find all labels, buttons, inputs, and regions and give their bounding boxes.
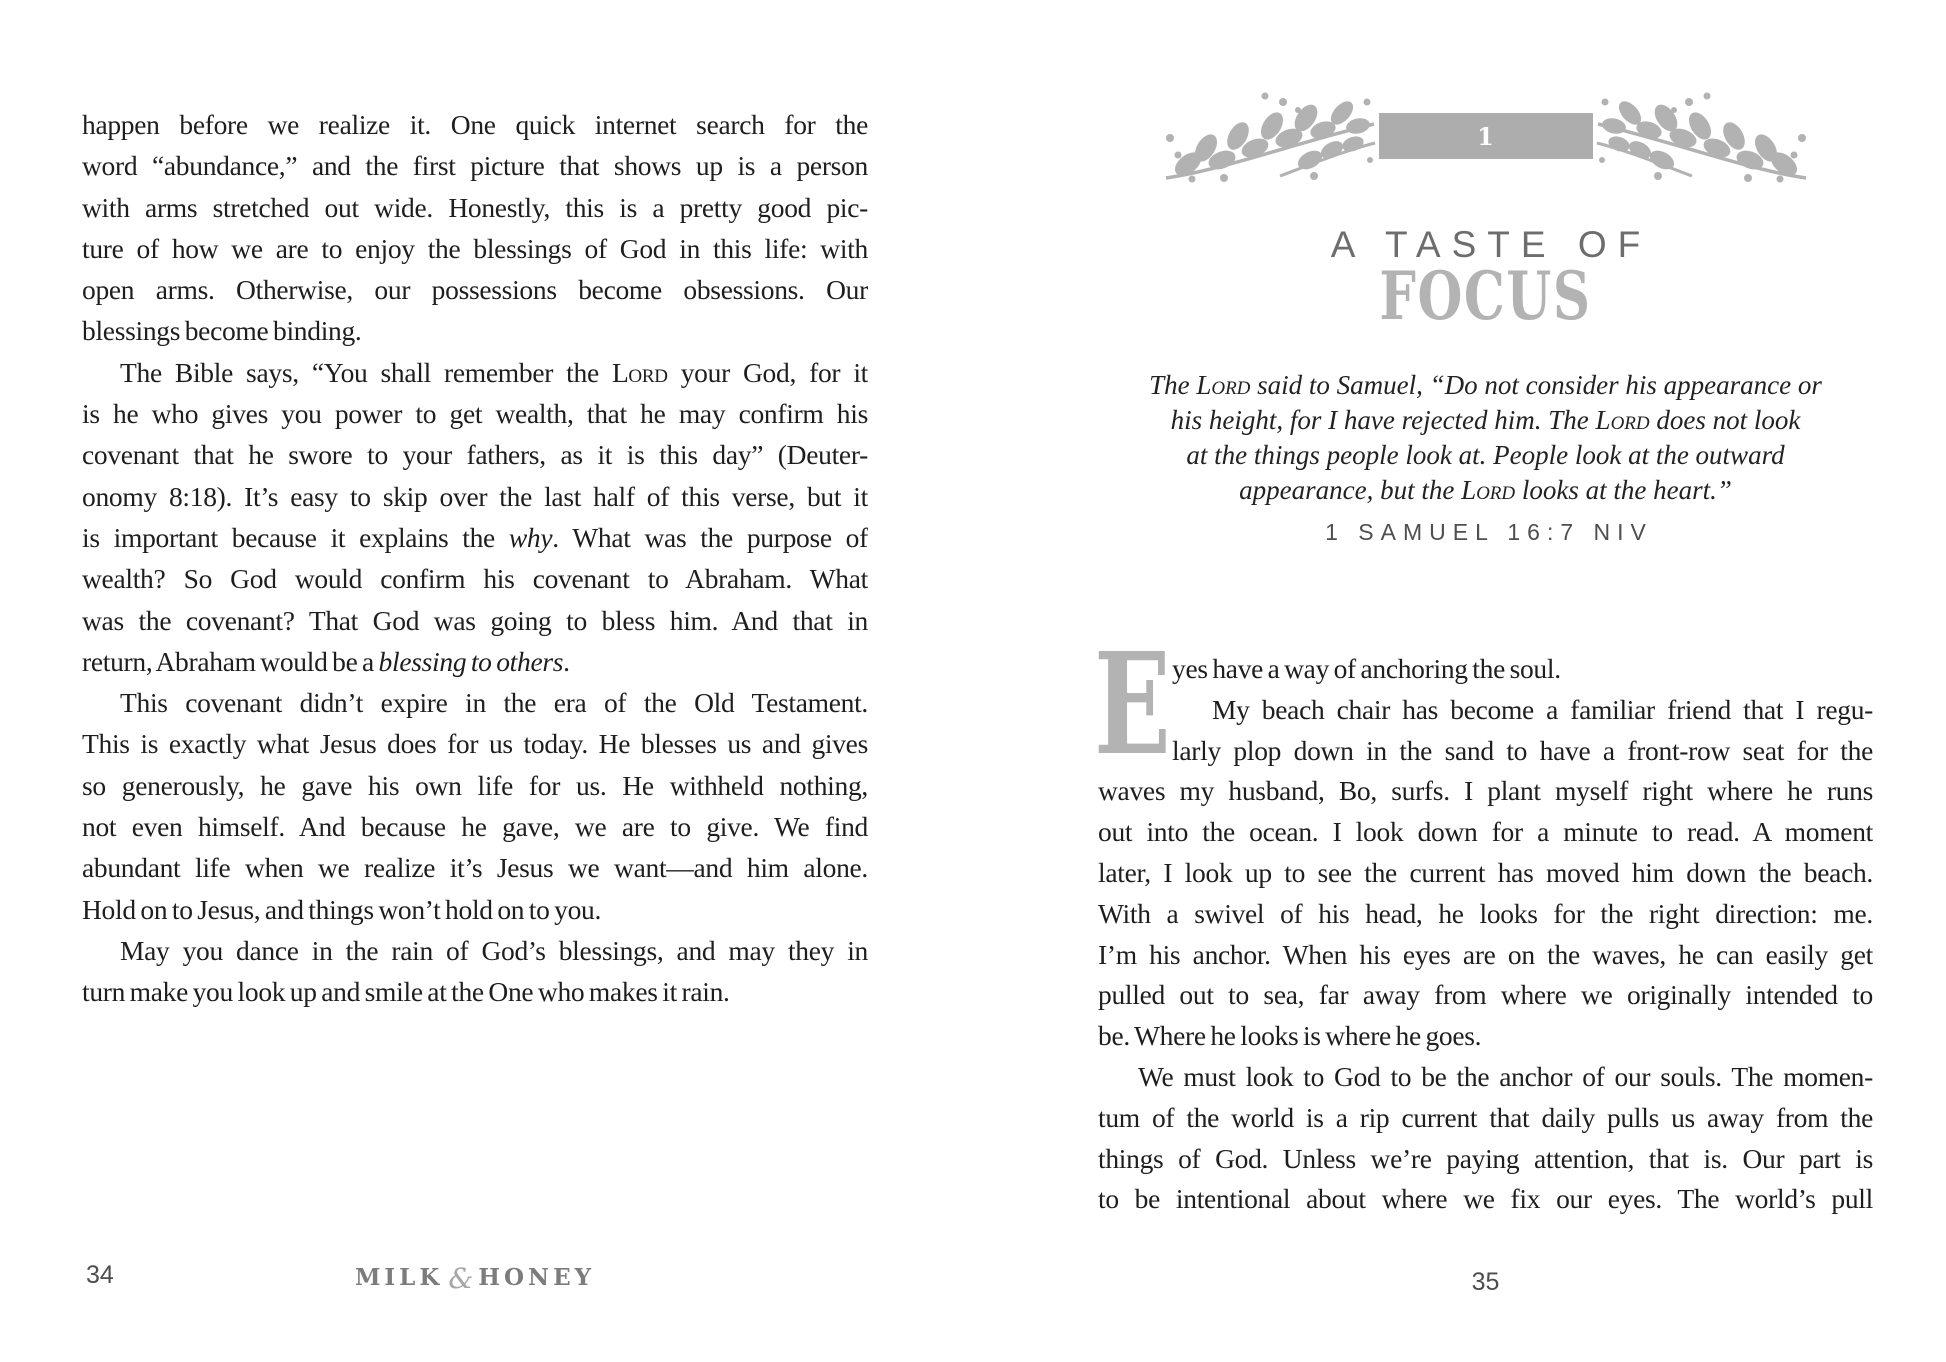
text-line: May you dance in the rain of God’s blessings, and may they in	[120, 934, 868, 966]
right-page-number: 35	[1471, 1268, 1500, 1296]
text-line: waves my husband, Bo, surfs. I plant myself right where he runs	[1098, 775, 1873, 807]
text-line: abundant life when we realize it’s Jesus we want—and him alone.	[82, 852, 868, 884]
text-line: covenant that he swore to your fathers, as it is this day” (Deuter-	[82, 439, 868, 471]
text-line: is he who gives you power to get wealth, that he may confirm his	[82, 398, 868, 430]
text-line: be. Where he looks is where he goes.	[1098, 1020, 1482, 1052]
text-line: return, Abraham would be a blessing to others.	[82, 645, 570, 677]
text-line: I’m his anchor. When his eyes are on the waves, he can easily get	[1098, 938, 1873, 970]
text-line: turn make you look up and smile at the One who makes it rain.	[82, 976, 730, 1008]
text-line: With a swivel of his head, he looks for the right direction: me.	[1098, 897, 1873, 929]
text-line: blessings become binding.	[82, 315, 362, 347]
text-line: wealth? So God would confirm his covenant to Abraham. What	[82, 563, 868, 595]
dropcap-letter: E	[1094, 623, 1171, 787]
text-line: out into the ocean. I look down for a minute to read. A moment	[1098, 816, 1873, 848]
laurel-branch-right-icon	[1595, 88, 1810, 183]
text-line: things of God. Unless we’re paying attention, that is. Our part is	[1098, 1142, 1873, 1174]
text-line: larly plop down in the sand to have a front-row seat for the	[1172, 734, 1873, 766]
chapter-kicker: A TASTE OF	[1330, 224, 1652, 265]
quote-line: The Lord said to Samuel, “Do not consider his appearance or	[1149, 370, 1822, 400]
left-page-number: 34	[86, 1261, 114, 1289]
text-line: Hold on to Jesus, and things won’t hold on to you.	[82, 893, 602, 925]
chapter-banner: 1 SAMUEL	[1379, 113, 1593, 159]
text-line: ture of how we are to enjoy the blessings of God in this life: with	[82, 232, 868, 264]
text-line: pulled out to sea, far away from where we originally intended to	[1098, 979, 1873, 1011]
brand-word-honey: HONEY	[478, 1264, 596, 1291]
text-line: This is exactly what Jesus does for us today. He blesses us and gives	[82, 728, 868, 760]
left-page-body	[82, 104, 868, 1013]
brand-ampersand-icon: &	[448, 1262, 474, 1295]
text-line: tum of the world is a rip current that daily pulls us away from the	[1098, 1101, 1873, 1133]
chapter-title: FOCUS	[1379, 257, 1592, 335]
text-line: to be intentional about where we fix our eyes. The world’s pull	[1098, 1183, 1873, 1215]
running-footer-brand	[82, 1261, 868, 1297]
quote-line: appearance, but the Lord looks at the heart.”	[1239, 475, 1732, 505]
text-line: The Bible says, “You shall remember the Lord your God, for it	[120, 356, 868, 388]
scripture-reference: 1 SAMUEL 16:7 NIV	[1325, 519, 1653, 545]
text-line: is important because it explains the why. What was the purpose of	[82, 521, 868, 553]
text-line: This covenant didn’t expire in the era of the Old Testament.	[120, 687, 868, 719]
text-line: My beach chair has become a familiar friend that I regu-	[1212, 693, 1873, 725]
quote-line: at the things people look at. People look at the outward	[1186, 440, 1785, 470]
text-line: onomy 8:18). It’s easy to skip over the last half of this verse, but it	[82, 480, 868, 512]
text-line: was the covenant? That God was going to bless him. And that in	[82, 604, 868, 636]
chapter-header-decoration	[1098, 88, 1873, 199]
quote-line: his height, for I have rejected him. The Lord does not look	[1170, 405, 1801, 435]
right-page-body	[1098, 649, 1873, 1220]
text-line: We must look to God to be the anchor of our souls. The momen-	[1138, 1060, 1873, 1092]
laurel-branch-left-icon	[1162, 88, 1377, 183]
text-line: so generously, he gave his own life for us. He withheld nothing,	[82, 769, 868, 801]
text-line: later, I look up to see the current has moved him down the beach.	[1098, 856, 1873, 888]
text-line: with arms stretched out wide. Honestly, this is a pretty good pic-	[82, 191, 868, 223]
text-line: happen before we realize it. One quick internet search for the	[82, 109, 868, 140]
brand-word-milk: MILK	[354, 1264, 444, 1291]
text-line: yes have a way of anchoring the soul.	[1172, 653, 1561, 684]
text-line: not even himself. And because he gave, we are to give. We find	[82, 811, 868, 843]
text-line: word “abundance,” and the first picture that shows up is a person	[82, 150, 868, 182]
scripture-quote	[1123, 368, 1848, 508]
text-line: open arms. Otherwise, our possessions become obsessions. Our	[82, 274, 868, 306]
